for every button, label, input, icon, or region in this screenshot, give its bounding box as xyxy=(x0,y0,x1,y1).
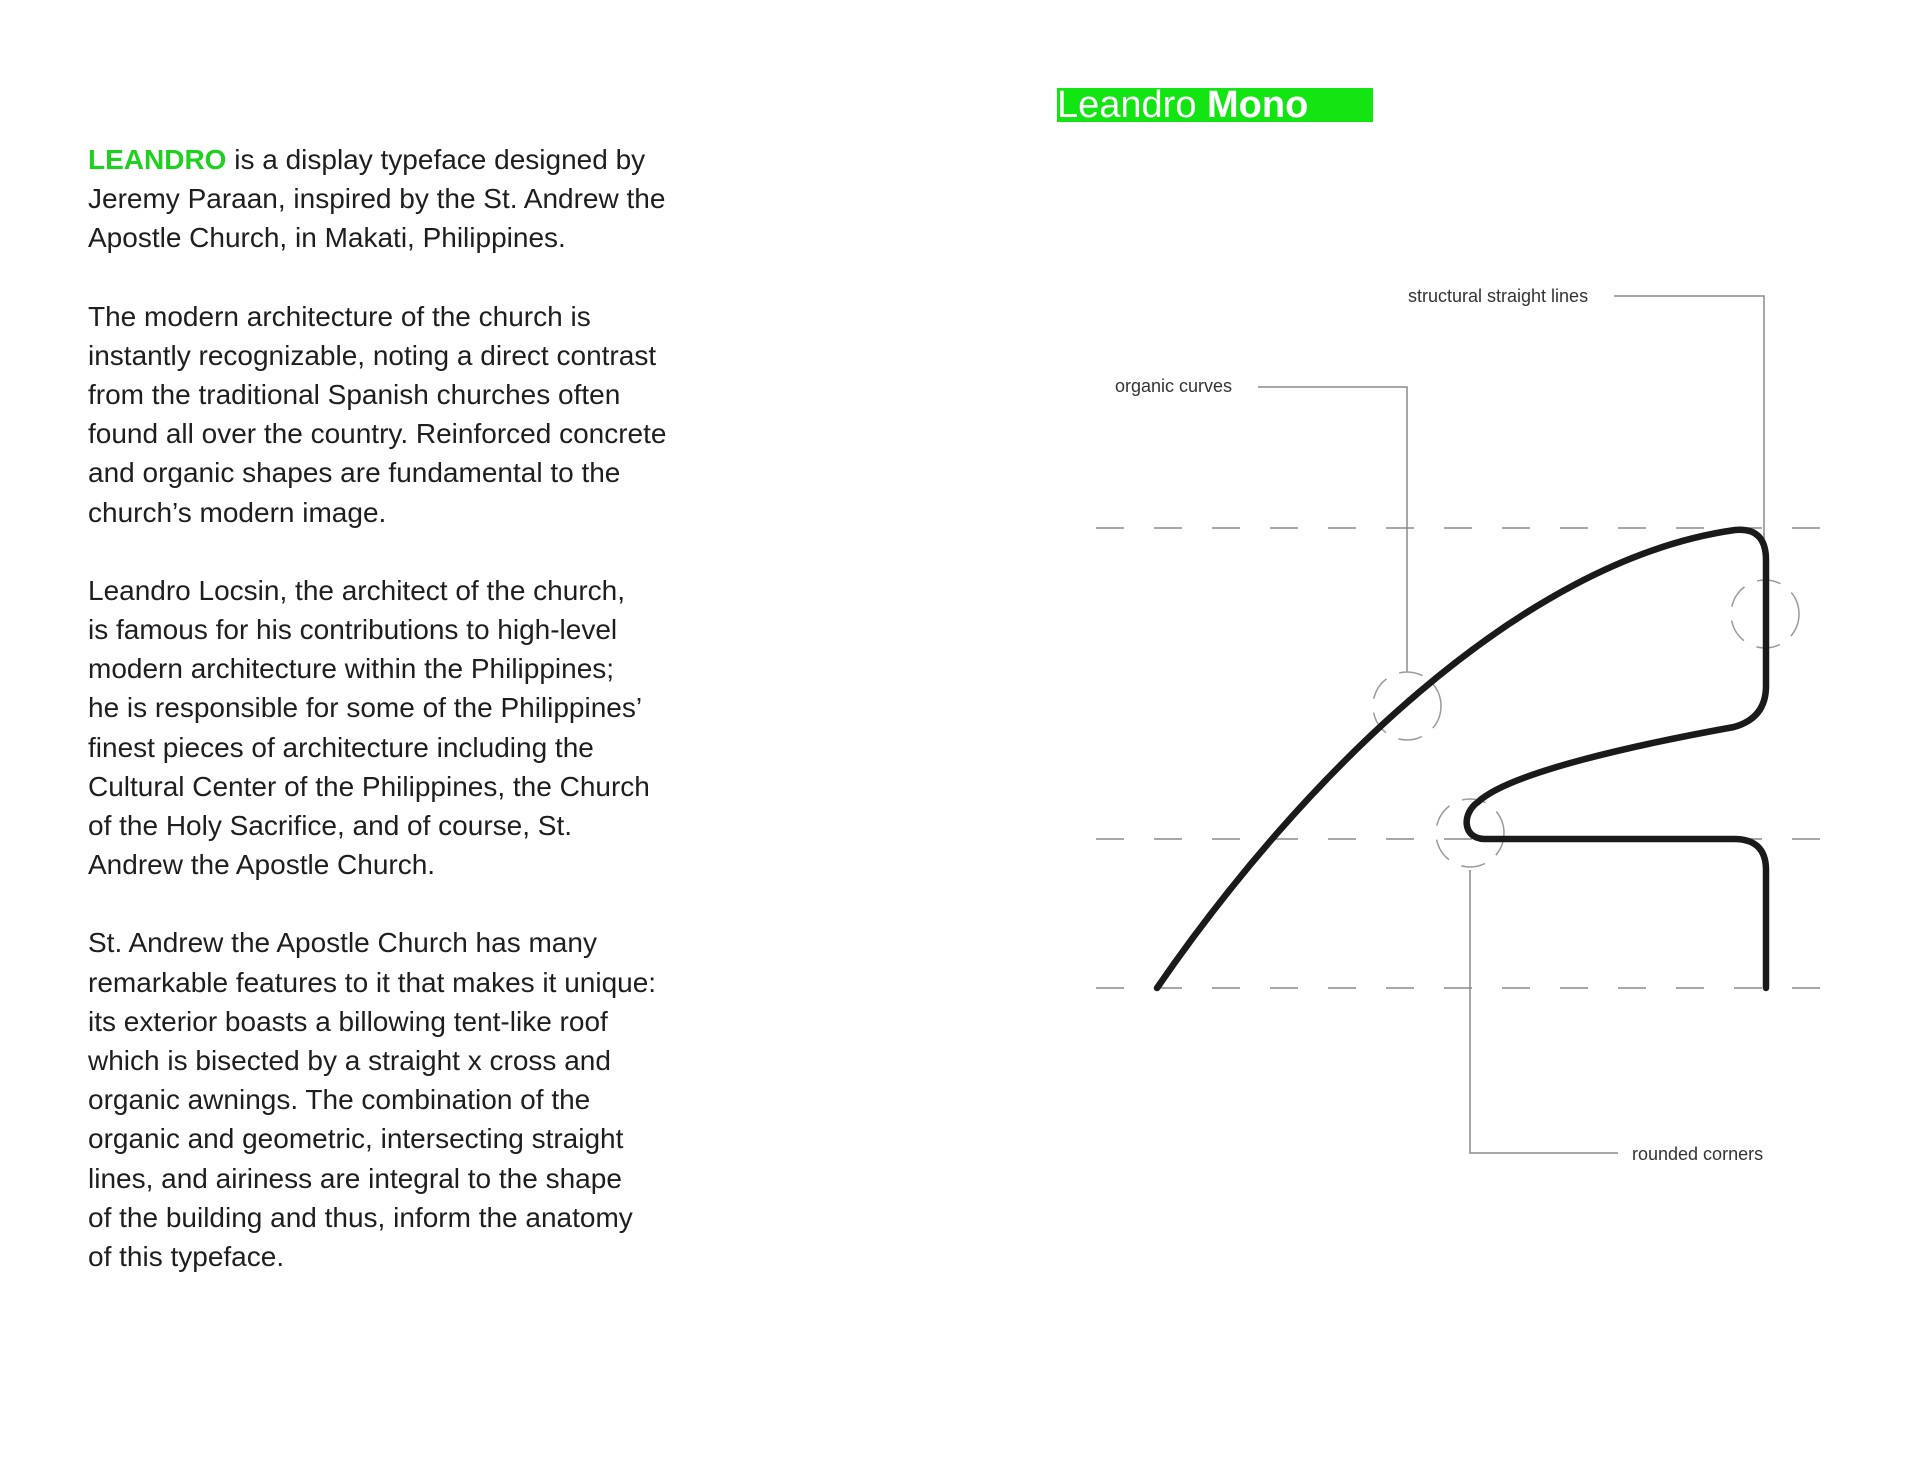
text-line: remarkable features to it that makes it unique: xyxy=(88,966,657,998)
glyph-outline xyxy=(1157,530,1766,988)
text-line: of the building and thus, inform the anatomy xyxy=(88,1201,633,1233)
text-line: Andrew the Apostle Church. xyxy=(88,849,436,881)
text-line: from the traditional Spanish churches often xyxy=(88,379,621,411)
annotation-organic-curves: organic curves xyxy=(1115,376,1233,396)
text-line: St. Andrew the Apostle Church has many xyxy=(88,927,597,959)
text-line: Apostle Church, in Makati, Philippines. xyxy=(88,222,566,254)
text-line: instantly recognizable, noting a direct contrast xyxy=(88,339,657,371)
text-line: organic and geometric, intersecting straight xyxy=(88,1123,624,1155)
intro-text: is a display typeface designed by xyxy=(226,144,646,175)
text-line: its exterior boasts a billowing tent-like roof xyxy=(88,1005,608,1037)
text-line: Leandro Locsin, the architect of the church, xyxy=(88,574,625,606)
text-line: The modern architecture of the church is xyxy=(88,300,591,332)
text-line: of the Holy Sacrifice, and of course, St. xyxy=(88,810,573,842)
annotation-structural-lines: structural straight lines xyxy=(1408,286,1589,306)
text-line: he is responsible for some of the Philippines’ xyxy=(88,692,643,724)
text-line: Cultural Center of the Philippines, the Church xyxy=(88,770,650,802)
text-line: lines, and airiness are integral to the shape xyxy=(88,1162,622,1194)
text-line: church’s modern image. xyxy=(88,496,387,528)
text-line: is famous for his contributions to high-level xyxy=(88,614,618,646)
annotation-rounded-corners: rounded corners xyxy=(1632,1144,1764,1164)
title-bold: Mono xyxy=(1207,88,1309,122)
text-line: and organic shapes are fundamental to the xyxy=(88,457,621,489)
brand-name: LEANDRO xyxy=(88,144,227,175)
leader-line-organic xyxy=(1258,387,1407,672)
text-line: finest pieces of architecture including the xyxy=(88,731,594,763)
title-light: Leandro xyxy=(1057,88,1197,122)
text-line: which is bisected by a straight x cross and xyxy=(88,1045,611,1077)
text-line: organic awnings. The combination of the xyxy=(88,1084,591,1116)
text-line: modern architecture within the Philippines; xyxy=(88,653,615,685)
text-line: found all over the country. Reinforced concrete xyxy=(88,418,667,450)
leader-line-structural xyxy=(1614,296,1764,575)
leader-line-rounded xyxy=(1470,870,1618,1153)
text-line: Jeremy Paraan, inspired by the St. Andrew the xyxy=(88,183,666,215)
text-line: of this typeface. xyxy=(88,1241,285,1273)
